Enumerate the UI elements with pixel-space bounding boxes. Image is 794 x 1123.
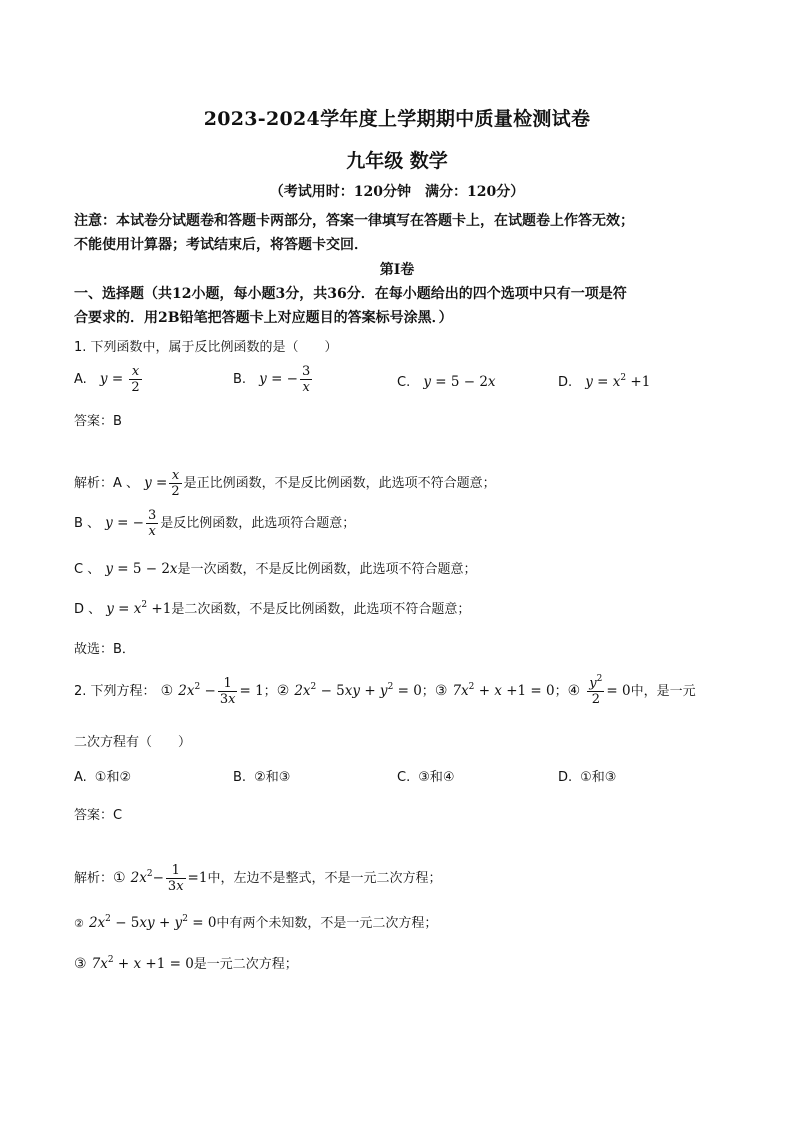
equation-4: $\frac{y^2}{2}$ = 0	[589, 674, 631, 707]
formula: $7x^2 + x +1 = 0$	[91, 955, 194, 972]
q2-analysis-1: 解析：① $2x^2-$ $\frac{1}{3x}$ =1中，左边不是整式，不是一元二次方程；	[74, 863, 442, 894]
q1-analysis-b	[74, 508, 355, 539]
formula: $y = x^2 +1$	[106, 600, 172, 617]
equation-3: $7x^2 + x +1 = 0$	[452, 682, 555, 699]
section1-heading-line-1: 一、选择题（共12小题，每小题3分，共36分．在每小题给出的四个选项中只有一项是符	[74, 286, 627, 302]
exam-title: 2023-2024学年度上学期期中质量检测试卷	[203, 108, 591, 130]
q1-option-a	[74, 364, 144, 395]
option-label: C.	[397, 375, 411, 390]
q1-analysis-d	[74, 598, 470, 617]
q1-option-b	[233, 364, 314, 395]
analysis-text: 中有两个未知数，不是一元二次方程；	[216, 916, 438, 931]
q2-option-c: C. ③和④	[397, 770, 455, 785]
formula: y = − $\frac{3}{x}$	[259, 364, 311, 395]
analysis-prefix: 解析：	[74, 871, 114, 886]
q2-option-d: D. ①和③	[558, 770, 617, 785]
analysis-text: 是二次函数，不是反比例函数，此选项不符合题意；	[171, 602, 471, 617]
section1-heading-line-2: 合要求的．用2B铅笔把答题卡上对应题目的答案标号涂黑．）	[74, 310, 453, 326]
volume-heading: 第Ⅰ卷	[379, 262, 415, 278]
notice-line-1: 注意：本试卷分试题卷和答题卡两部分，答案一律填写在答题卡上，在试题卷上作答无效；	[74, 213, 634, 229]
q2-option-a: A. ①和②	[74, 770, 132, 785]
exam-subtitle: 九年级 数学	[346, 150, 448, 172]
formula: $2x^2-$ $\frac{1}{3x}$ =1	[130, 863, 208, 894]
q2-stem-line-2: 二次方程有（ ）	[74, 735, 192, 750]
q2-stem-prefix: 2. 下列方程：	[74, 684, 156, 699]
equation-1: $2x^2$ − $\frac{1}{3x}$ = 1	[178, 676, 264, 707]
q2-stem-line-1: 2. 下列方程： ① $2x^2$ − $\frac{1}{3x}$ = 1；② $2x^2 - 5xy + y^2 = 0$；③ $7x^2 + x +1 = 0$；④ $\frac{y^2}{2}$ = 0中，是一元	[74, 674, 696, 707]
analysis-prefix: D 、	[74, 602, 102, 617]
analysis-text: 是一元二次方程；	[193, 957, 298, 972]
analysis-prefix: B 、	[74, 516, 101, 531]
analysis-text: 是反比例函数，此选项符合题意；	[160, 516, 356, 531]
formula: y = − $\frac{3}{x}$	[105, 508, 157, 539]
analysis-prefix: 解析：A 、	[74, 476, 140, 491]
equation-2: $2x^2 - 5xy + y^2 = 0$	[294, 682, 422, 699]
formula: y = 5 − 2x	[423, 374, 496, 390]
q2-analysis-2: ② $2x^2 - 5xy + y^2 = 0$中有两个未知数，不是一元二次方程；	[74, 914, 438, 931]
formula: y = $\frac{x}{2}$	[99, 364, 140, 395]
q1-conclusion: 故选：B．	[74, 642, 135, 657]
formula: $2x^2 - 5xy + y^2 = 0$	[88, 914, 217, 931]
q1-answer: 答案：B	[74, 414, 122, 429]
analysis-text: 中，左边不是整式，不是一元二次方程；	[207, 871, 442, 886]
formula: $y = x^2 +1$	[585, 373, 651, 390]
analysis-prefix: C 、	[74, 562, 101, 577]
q2-option-b: B. ②和③	[233, 770, 291, 785]
q1-option-c	[397, 371, 496, 390]
analysis-text: 是正比例函数，不是反比例函数，此选项不符合题意；	[183, 476, 496, 491]
exam-info: （考试用时：120分钟 满分：120分）	[269, 184, 525, 200]
formula: y = $\frac{x}{2}$	[144, 468, 180, 499]
notice-line-2: 不能使用计算器；考试结束后，将答题卡交回．	[74, 237, 368, 253]
q2-answer: 答案：C	[74, 808, 123, 823]
q1-analysis-c	[74, 558, 477, 577]
formula: y = 5 − 2x	[105, 561, 178, 577]
analysis-text: 是一次函数，不是反比例函数，此选项不符合题意；	[177, 562, 477, 577]
option-label: A.	[74, 372, 87, 387]
q1-option-d	[558, 371, 650, 390]
q1-analysis-a	[74, 468, 496, 499]
option-label: D.	[558, 375, 573, 390]
option-label: B.	[233, 372, 247, 387]
q2-stem-suffix: 中，是一元	[630, 684, 696, 699]
q1-stem: 1. 下列函数中，属于反比例函数的是（ ）	[74, 340, 338, 355]
q2-analysis-3: ③ $7x^2 + x +1 = 0$是一元二次方程；	[74, 955, 298, 972]
